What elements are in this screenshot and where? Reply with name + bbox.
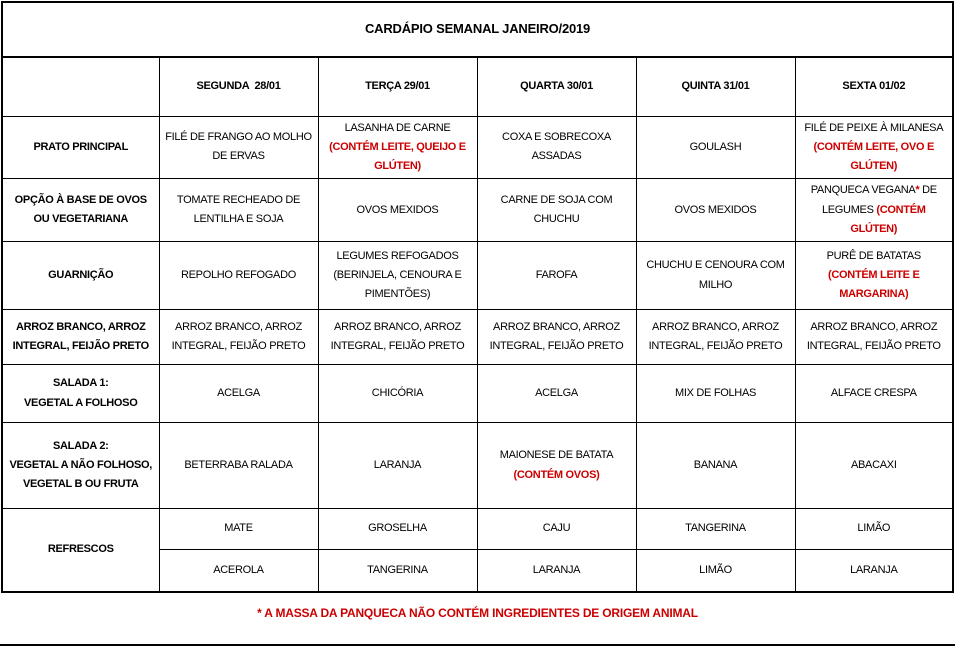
cell-text: ARROZ BRANCO, ARROZ INTEGRAL, FEIJÃO PRETO	[648, 320, 783, 352]
cell-salada2-sexta	[795, 423, 953, 509]
cell-prato-terca	[318, 116, 477, 179]
cell-text: ACELGA	[535, 386, 578, 399]
cell-opcao-segunda	[159, 179, 318, 242]
allergen-note: (CONTÉM LEITE, OVO E GLÚTEN)	[813, 140, 935, 172]
cell-guarnicao-sexta	[795, 242, 953, 310]
label-line: SALADA 2:	[52, 439, 109, 452]
cell-text: OVOS MEXIDOS	[356, 203, 439, 216]
row-opcao-vegetariana	[2, 179, 953, 242]
page-title: CARDÁPIO SEMANAL JANEIRO/2019	[2, 2, 953, 57]
allergen-note: (CONTÉM LEITE, QUEIJO E GLÚTEN)	[329, 140, 466, 172]
cell-text: GOULASH	[689, 140, 742, 153]
cell-text: LIMÃO	[857, 522, 891, 535]
cell-salada1-quinta	[636, 365, 795, 423]
cell-text: ABACAXI	[850, 458, 897, 471]
cell-text: FAROFA	[535, 268, 578, 281]
row-label-opcao-vegetariana: OPÇÃO À BASE DE OVOS OU VEGETARIANA	[2, 179, 159, 242]
cell-refresco2-quinta	[636, 550, 795, 592]
cell-text: BETERRABA RALADA	[184, 458, 293, 471]
cell-text: ACEROLA	[213, 563, 264, 576]
cell-guarnicao-terca	[318, 242, 477, 310]
cell-text: ACELGA	[217, 386, 260, 399]
row-arroz-feijao	[2, 310, 953, 365]
cell-text: BANANA	[693, 458, 738, 471]
cell-salada1-quarta	[477, 365, 636, 423]
cell-refresco2-sexta	[795, 550, 953, 592]
cell-refresco1-segunda	[159, 509, 318, 550]
cell-text: ARROZ BRANCO, ARROZ INTEGRAL, FEIJÃO PRETO	[330, 320, 465, 352]
cell-refresco1-quarta	[477, 509, 636, 550]
cell-guarnicao-quinta	[636, 242, 795, 310]
header-row	[2, 57, 953, 116]
title-row	[2, 2, 953, 57]
cell-text: COXA E SOBRECOXA ASSADAS	[502, 131, 611, 163]
day-header-quarta: QUARTA 30/01	[477, 57, 636, 116]
cell-text: DE LEGUMES	[821, 184, 937, 216]
cell-text: LARANJA	[850, 563, 898, 576]
row-label-salada2	[2, 423, 159, 509]
row-label-prato-principal: PRATO PRINCIPAL	[2, 116, 159, 179]
corner-cell	[2, 57, 159, 116]
cell-text: MIX DE FOLHAS	[674, 386, 757, 399]
row-refrescos-linha1	[2, 509, 953, 550]
cell-arroz-quinta	[636, 310, 795, 365]
cell-opcao-quarta	[477, 179, 636, 242]
cell-salada1-sexta	[795, 365, 953, 423]
cell-text: TOMATE RECHEADO DE LENTILHA E SOJA	[176, 193, 301, 226]
cell-text: CHUCHU E CENOURA COM MILHO	[646, 259, 785, 291]
cell-text: LASANHA DE CARNE	[344, 121, 451, 134]
cell-salada2-segunda	[159, 423, 318, 509]
cell-text: REPOLHO REFOGADO	[181, 268, 296, 281]
cell-text: GROSELHA	[368, 522, 427, 535]
cell-opcao-terca	[318, 179, 477, 242]
row-label-refrescos: REFRESCOS	[2, 509, 159, 592]
row-label-salada1	[2, 365, 159, 423]
cell-refresco2-terca	[318, 550, 477, 592]
row-guarnicao	[2, 242, 953, 310]
cell-text: MAIONESE DE BATATA	[499, 449, 614, 462]
cell-text: FILÉ DE PEIXE À MILANESA	[804, 121, 944, 134]
row-label-guarnicao: GUARNIÇÃO	[2, 242, 159, 310]
cell-text: LEGUMES REFOGADOS (BERINJELA, CENOURA E PIMENTÕES)	[333, 249, 462, 301]
cell-refresco2-segunda	[159, 550, 318, 592]
cell-text: ALFACE CRESPA	[830, 386, 917, 399]
cell-prato-sexta	[795, 116, 953, 179]
allergen-note: (CONTÉM OVOS)	[513, 468, 600, 481]
cell-prato-quarta	[477, 116, 636, 179]
cell-text: MATE	[224, 522, 253, 535]
cell-text: OVOS MEXIDOS	[674, 203, 757, 216]
cell-opcao-sexta	[795, 179, 953, 242]
cell-salada2-terca	[318, 423, 477, 509]
cell-text: CHICÓRIA	[371, 386, 424, 399]
day-header-segunda: SEGUNDA 28/01	[159, 57, 318, 116]
cell-text: TANGERINA	[367, 563, 428, 576]
row-label-arroz-feijao: ARROZ BRANCO, ARROZ INTEGRAL, FEIJÃO PRETO	[2, 310, 159, 365]
cell-prato-segunda	[159, 116, 318, 179]
row-salada2	[2, 423, 953, 509]
cell-salada1-segunda	[159, 365, 318, 423]
cell-salada2-quinta	[636, 423, 795, 509]
cell-guarnicao-quarta	[477, 242, 636, 310]
label-line: VEGETAL A NÃO FOLHOSO, VEGETAL B OU FRUTA	[9, 458, 153, 491]
cell-arroz-quarta	[477, 310, 636, 365]
cell-text: PURÊ DE BATATAS	[826, 249, 921, 262]
cell-arroz-terca	[318, 310, 477, 365]
cell-opcao-quinta	[636, 179, 795, 242]
cell-salada1-terca	[318, 365, 477, 423]
cell-text: LARANJA	[373, 458, 422, 471]
day-header-sexta: SEXTA 01/02	[795, 57, 953, 116]
allergen-note: (CONTÉM LEITE E MARGARINA)	[828, 268, 920, 301]
cell-arroz-sexta	[795, 310, 953, 365]
cell-guarnicao-segunda	[159, 242, 318, 310]
cell-text: CARNE DE SOJA COM CHUCHU	[500, 193, 613, 226]
cell-text: PANQUECA VEGANA	[810, 184, 916, 197]
row-salada1	[2, 365, 953, 423]
menu-table	[1, 1, 954, 593]
cell-refresco1-quinta	[636, 509, 795, 550]
cell-text: ARROZ BRANCO, ARROZ INTEGRAL, FEIJÃO PRETO	[806, 320, 941, 352]
cell-text: LARANJA	[532, 563, 581, 576]
cell-salada2-quarta	[477, 423, 636, 509]
cell-text: FILÉ DE FRANGO AO MOLHO DE ERVAS	[165, 131, 312, 163]
cell-text: ARROZ BRANCO, ARROZ INTEGRAL, FEIJÃO PRETO	[489, 320, 624, 352]
pancake-footnote: * A MASSA DA PANQUECA NÃO CONTÉM INGREDIENTES DE ORIGEM ANIMAL	[257, 606, 698, 620]
label-line: VEGETAL A FOLHOSO	[24, 396, 138, 409]
cell-text: ARROZ BRANCO, ARROZ INTEGRAL, FEIJÃO PRETO	[171, 320, 306, 352]
day-header-quinta: QUINTA 31/01	[636, 57, 795, 116]
cell-prato-quinta	[636, 116, 795, 179]
day-header-terca: TERÇA 29/01	[318, 57, 477, 116]
cell-text: LIMÃO	[699, 563, 732, 576]
cell-arroz-segunda	[159, 310, 318, 365]
cell-text: TANGERINA	[685, 522, 746, 535]
cell-text: CAJU	[542, 522, 571, 535]
allergen-note: (CONTÉM GLÚTEN)	[850, 203, 926, 235]
cell-refresco2-quarta	[477, 550, 636, 592]
label-line: SALADA 1:	[52, 377, 109, 390]
footnote-asterisk: *	[915, 184, 920, 197]
row-prato-principal	[2, 116, 953, 179]
cell-refresco1-terca	[318, 509, 477, 550]
cell-refresco1-sexta	[795, 509, 953, 550]
